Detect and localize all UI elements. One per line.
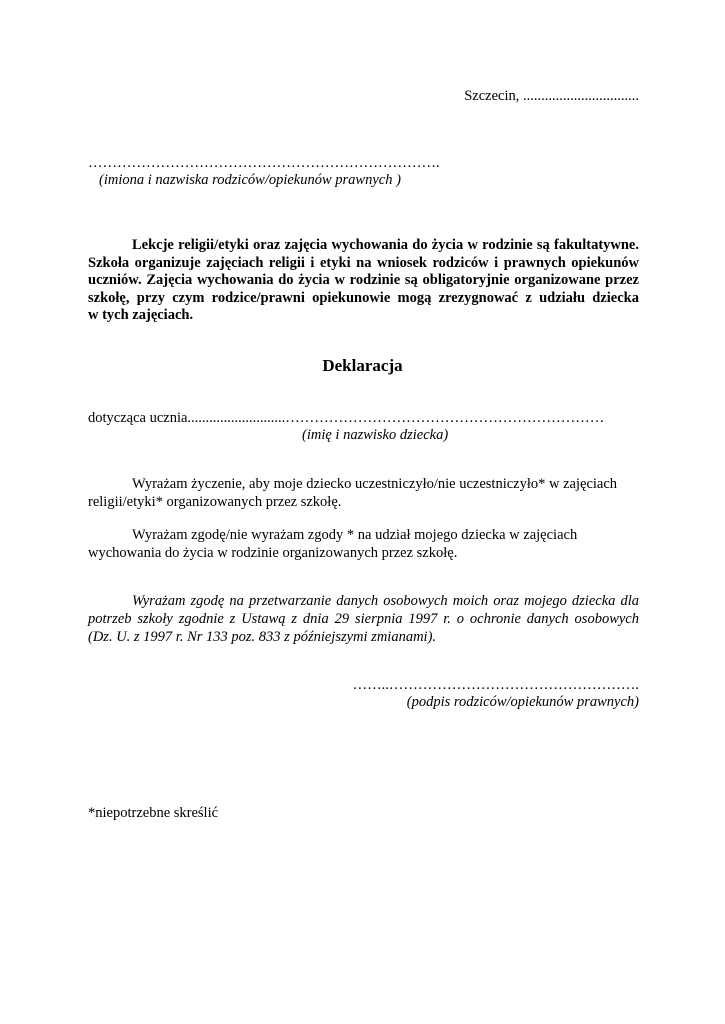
declaration-religion bbox=[88, 475, 639, 511]
parents-name-caption: (imiona i nazwiska rodziców/opiekunów prawnych ) bbox=[99, 172, 401, 188]
consent-line: potrzeb szkoły zgodnie z Ustawą z dnia 29 sierpnia 1997 r. o ochronie danych osobowych bbox=[88, 611, 639, 627]
parents-name-dots: ………………………………………………………………. bbox=[88, 155, 440, 171]
signature-dots: ……..……………………………………………. bbox=[352, 677, 639, 693]
intro-paragraph bbox=[88, 237, 639, 325]
declaration-family-line: Wyrażam zgodę/nie wyrażam zgody * na udział mojego dziecka w zajęciach bbox=[132, 527, 578, 543]
intro-line: Lekcje religii/etyki oraz zajęcia wychowania do życia w rodzinie są fakultatywne. bbox=[132, 237, 639, 253]
consent-line: Wyrażam zgodę na przetwarzanie danych osobowych moich oraz mojego dziecka dla bbox=[132, 593, 639, 609]
declaration-family-line: wychowania do życia w rodzinie organizowanych przez szkołę. bbox=[88, 545, 458, 561]
intro-line: w tych zajęciach. bbox=[88, 307, 194, 323]
declaration-religion-line: Wyrażam życzenie, aby moje dziecko uczestniczyło/nie uczestniczyło* w zajęciach bbox=[132, 476, 618, 492]
student-caption: (imię i nazwisko dziecka) bbox=[302, 427, 449, 443]
declaration-religion-line: religii/etyki* organizowanych przez szkołę. bbox=[88, 494, 342, 510]
footnote: *niepotrzebne skreślić bbox=[88, 805, 219, 821]
student-line: dotycząca ucznia...........................………………………………………………………… bbox=[88, 410, 605, 426]
consent-line: (Dz. U. z 1997 r. Nr 133 poz. 833 z późniejszymi zmianami). bbox=[88, 629, 437, 645]
declaration-family-life bbox=[88, 526, 639, 562]
intro-line: uczniów. Zajęcia wychowania do życia w rodzinie są obligatoryjnie organizowane przez bbox=[88, 272, 639, 288]
intro-line: Szkoła organizuje zajęciach religii i etyki na wniosek rodziców i prawnych opiekunów bbox=[88, 254, 639, 271]
place-date: Szczecin, ................................ bbox=[464, 88, 639, 104]
data-consent-paragraph bbox=[88, 592, 639, 646]
document-title: Deklaracja bbox=[322, 356, 403, 375]
signature-caption: (podpis rodziców/opiekunów prawnych) bbox=[406, 694, 639, 710]
intro-line: szkołę, przy czym rodzice/prawni opiekunowie mogą zrezygnować z udziału dziecka bbox=[88, 289, 639, 306]
